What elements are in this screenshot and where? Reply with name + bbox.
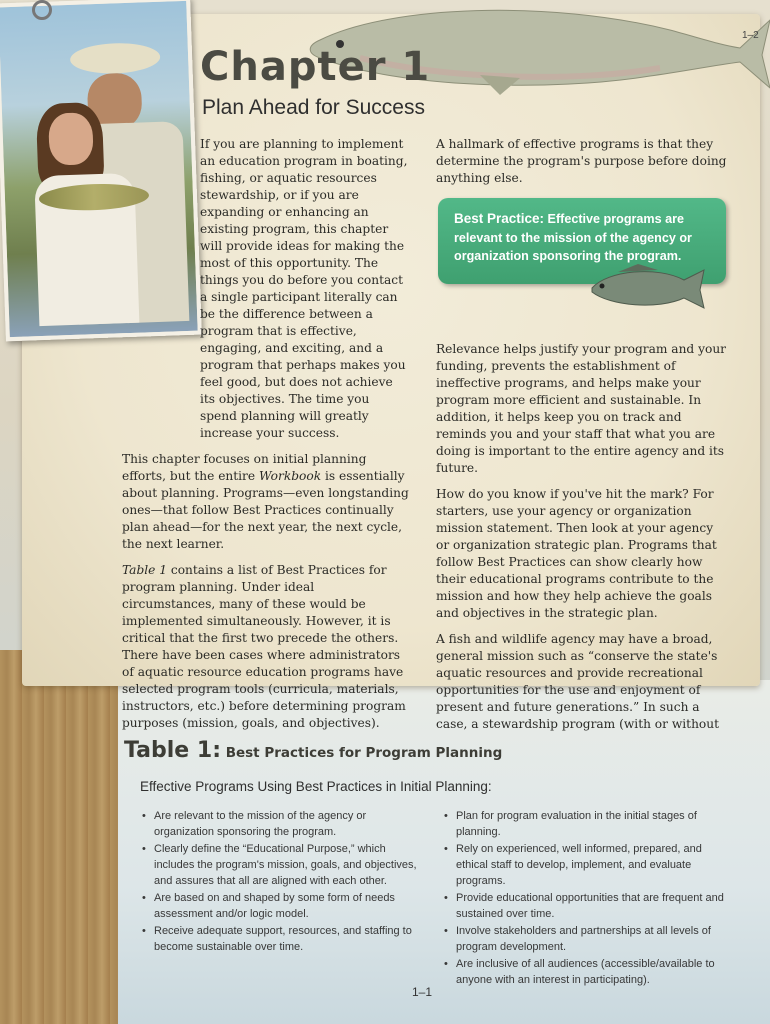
right-paragraph-2: Relevance helps justify your program and your funding, prevents the establishment of ineffective programs, and helps make your program more efficient and sustainable. In addition, it helps keep you on track and reminds you and your staff that what you are doing is important to the entire agency and its future. bbox=[436, 342, 727, 475]
photo-clip-icon bbox=[32, 0, 52, 20]
corner-page-mark: 1–2 bbox=[742, 30, 759, 41]
table-subtitle: Effective Programs Using Best Practices in Initial Planning: bbox=[140, 779, 492, 794]
left-column bbox=[122, 136, 410, 741]
wood-post bbox=[0, 650, 118, 1024]
list-item: • Receive adequate support, resources, and staffing to become sustainable over time. bbox=[142, 923, 427, 955]
crappie-illustration bbox=[588, 262, 706, 312]
list-item: • Provide educational opportunities that are frequent and sustained over time. bbox=[444, 890, 729, 922]
right-paragraph-4: A fish and wildlife agency may have a broad, general mission such as “conserve the state's aquatic resources and provide recreational opportunities for the use and enjoyment of present and future generations.” In such a case, a stewardship program (with or without bbox=[436, 632, 720, 731]
chapter-title: Chapter 1 bbox=[200, 44, 431, 90]
list-item: • Are based on and shaped by some form of needs assessment and/or logic model. bbox=[142, 890, 427, 922]
right-paragraph-1: A hallmark of effective programs is that they determine the program's purpose before doing anything else. bbox=[436, 137, 727, 185]
list-item: • Are inclusive of all audiences (accessible/available to anyone with an interest in participating). bbox=[444, 956, 729, 988]
table-right-list bbox=[444, 808, 729, 989]
list-item: • Rely on experienced, well informed, prepared, and ethical staff to develop, implement, and evaluate programs. bbox=[444, 841, 729, 889]
list-item: • Clearly define the “Educational Purpose,” which includes the program's mission, goals, and objectives, and assures that all are aligned with each other. bbox=[142, 841, 427, 889]
list-item: • Plan for program evaluation in the initial stages of planning. bbox=[444, 808, 729, 840]
best-practice-label: Best Practice: bbox=[454, 211, 545, 226]
chapter-subtitle: Plan Ahead for Success bbox=[202, 96, 425, 119]
table-label: Table 1: bbox=[124, 738, 221, 763]
right-paragraph-3: How do you know if you've hit the mark? For starters, use your agency or organization mission statement. Then look at your agency or organization strategic plan. Programs that follow Best Practices can show clearly how their educational programs contribute to the mission and how they help achieve the goals and objectives in the strategic plan. bbox=[436, 487, 717, 620]
table-left-list bbox=[142, 808, 427, 956]
left-paragraph-1: If you are planning to implement an education program in boating, fishing, or aquatic resources stewardship, or if you are expanding or enhancing an existing program, this chapter will provide ideas for making the most of this opportunity. The things you do before you contact a single participant literally can be the difference between a program that is effective, engaging, and exciting, and a program that perhaps makes you feel good, but does not achieve its objectives. The time you spend planning will greatly increase your success. bbox=[200, 137, 408, 440]
best-practice-text: Effective programs are relevant to the mission of the agency or organization sponsoring the program. bbox=[454, 212, 692, 263]
table-title bbox=[124, 738, 502, 763]
left-paragraph-3: Table 1 contains a list of Best Practices for program planning. Under ideal circumstances, many of these would be implemented simultaneously. However, it is critical that the first two precede the others. There have been cases where administrators of aquatic resource education programs have selected program tools (curricula, materials, instructors, etc.) before determining program purposes (mission, goals, and objectives). bbox=[122, 563, 406, 730]
left-paragraph-2: This chapter focuses on initial planning efforts, but the entire Workbook is essentially about planning. Programs—even longstanding ones—that follow Best Practices continually plan ahead—for the next year, the next cycle, the next learner. bbox=[122, 452, 409, 551]
page-number: 1–1 bbox=[411, 985, 433, 999]
list-item: • Are relevant to the mission of the agency or organization sponsoring the program. bbox=[142, 808, 427, 840]
list-item: • Involve stakeholders and partnerships at all levels of program development. bbox=[444, 923, 729, 955]
table-heading: Best Practices for Program Planning bbox=[221, 745, 503, 761]
